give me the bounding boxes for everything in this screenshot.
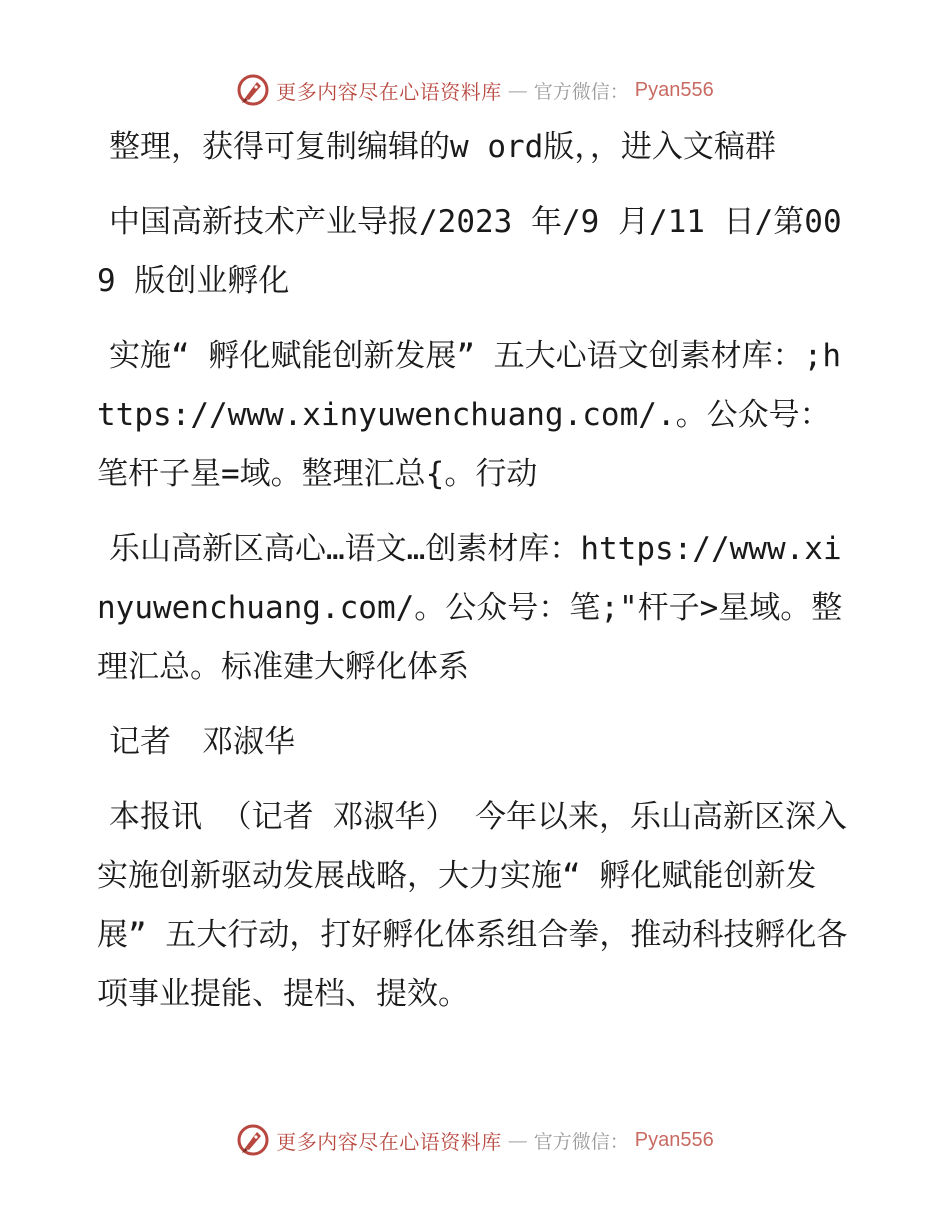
- document-body: [97, 118, 857, 1040]
- watermark-slogan: 更多内容尽在心语资料库: [276, 1129, 502, 1154]
- paragraph-intro: 整理，获得可复制编辑的w ord版，，进入文稿群: [109, 129, 776, 165]
- watermark-wechat-label: 官方微信：: [533, 80, 629, 103]
- paragraph-byline: 记者 邓淑华: [109, 724, 295, 760]
- watermark-wechat-id: Pyan556: [634, 1128, 714, 1151]
- watermark-separator: —: [507, 78, 528, 102]
- watermark-separator: —: [507, 1128, 528, 1152]
- pen-nib-logo-icon: [236, 1123, 270, 1157]
- watermark-wechat-id: Pyan556: [634, 78, 714, 101]
- paragraph-source: 中国高新技术产业导报/2023 年/9 月/11 日/第009 版创业孵化: [97, 204, 842, 299]
- pen-nib-logo-icon: [236, 73, 270, 107]
- watermark-wechat-label: 官方微信：: [533, 1130, 629, 1153]
- paragraph-lead: 本报讯 （记者 邓淑华） 今年以来，乐山高新区深入实施创新驱动发展战略，大力实施“ 孵化赋能创新发展” 五大行动，打好孵化体系组合拳，推动科技孵化各项事业提能、提档、提效。: [97, 799, 848, 1012]
- watermark-header: [0, 70, 950, 110]
- watermark-footer: [0, 1120, 950, 1160]
- watermark-slogan: 更多内容尽在心语资料库: [276, 79, 502, 104]
- paragraph-heading: 实施“ 孵化赋能创新发展” 五大心语文创素材库：;https://www.xinyuwenchuang.com/.。公众号：笔杆子星=域。整理汇总{。行动: [97, 338, 841, 492]
- paragraph-subheading: 乐山高新区高心…语文…创素材库：https://www.xinyuwenchuang.com/。公众号：笔;"杆子>星域。整理汇总。标准建大孵化体系: [97, 531, 843, 685]
